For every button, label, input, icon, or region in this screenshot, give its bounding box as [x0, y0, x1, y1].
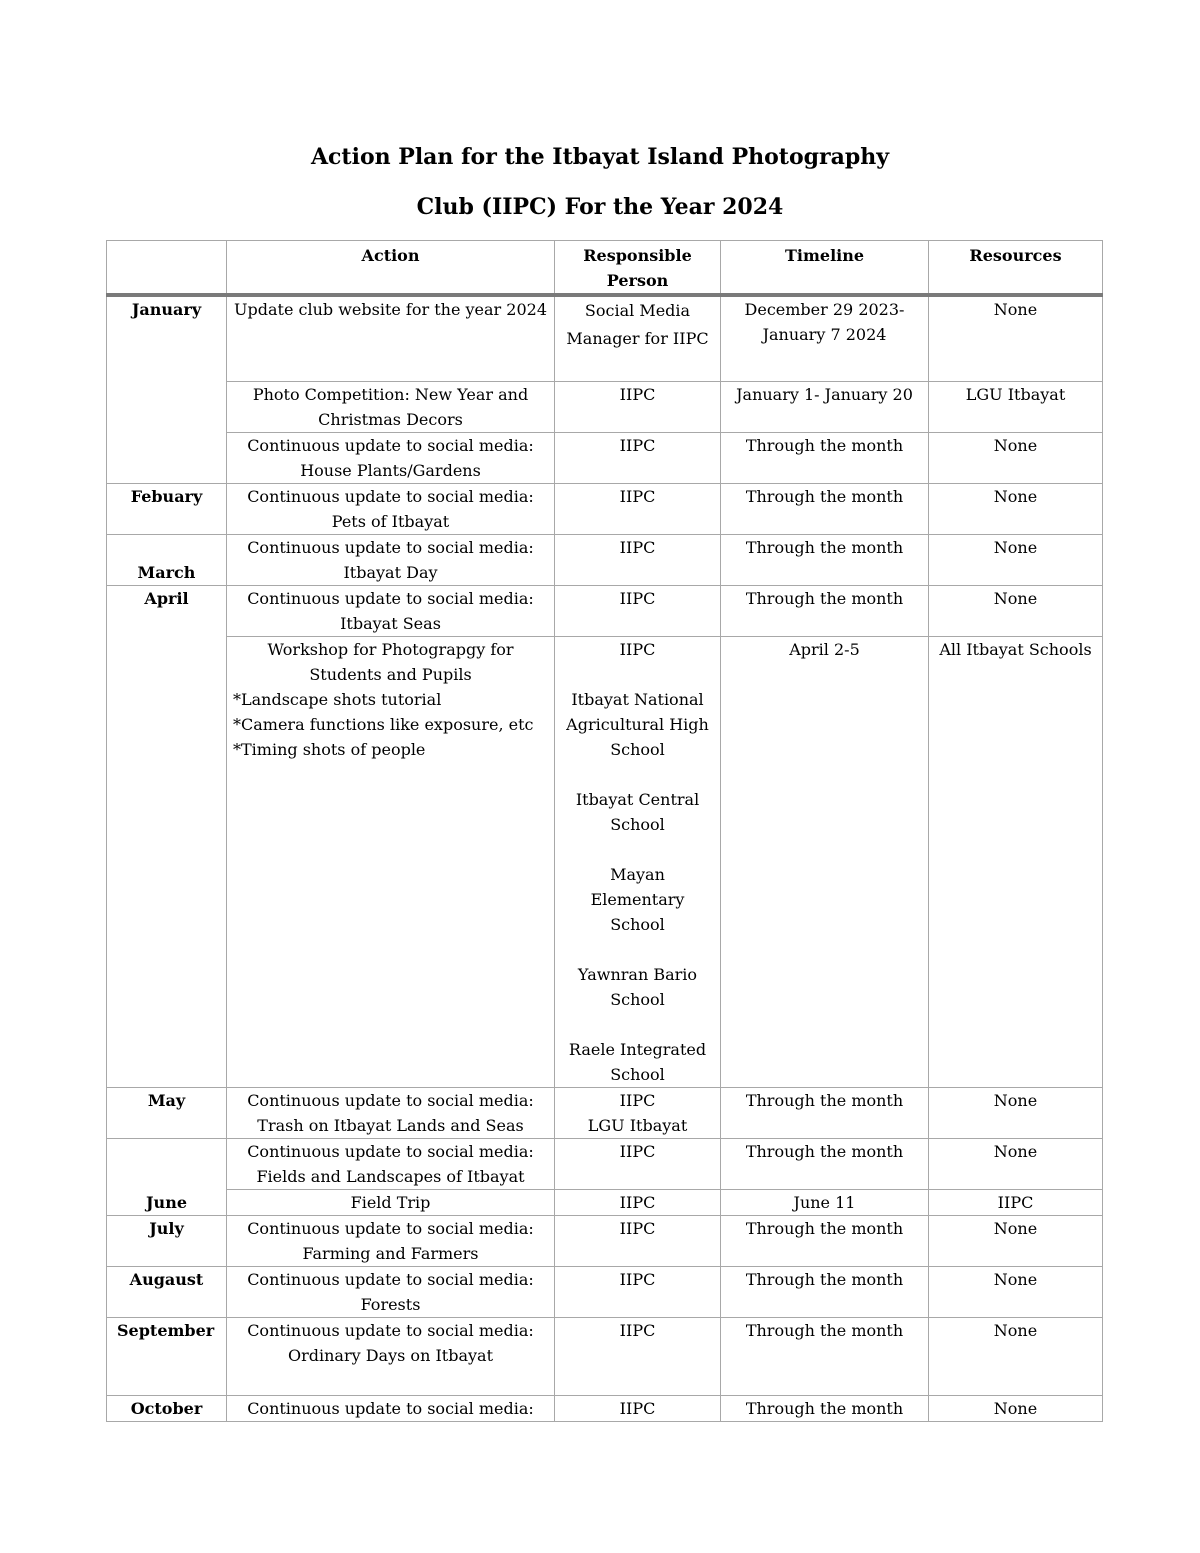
resources-cell: None [929, 432, 1103, 483]
timeline-cell: Through the month [721, 1087, 929, 1138]
header-responsible: Responsible Person [555, 241, 721, 296]
action-cell: Continuous update to social media: Farming and Farmers [227, 1215, 555, 1266]
responsible-cell: IIPC [555, 534, 721, 585]
timeline-cell: Through the month [721, 1395, 929, 1421]
month-cell: January [107, 295, 227, 483]
month-cell: September [107, 1317, 227, 1395]
responsible-entry: Itbayat Central School [575, 789, 700, 834]
table-row [107, 381, 1103, 432]
action-cell: Continuous update to social media: House Plants/Gardens [227, 432, 555, 483]
responsible-entry: Itbayat National Agricultural High School [566, 689, 709, 759]
responsible-cell: IIPC [555, 1138, 721, 1189]
resources-cell: None [929, 1215, 1103, 1266]
action-cell: Continuous update to social media: Itbayat Day [227, 534, 555, 585]
timeline-cell: Through the month [721, 432, 929, 483]
responsible-cell: IIPC [555, 432, 721, 483]
resources-cell: None [929, 1087, 1103, 1138]
month-cell: Augaust [107, 1266, 227, 1317]
resources-cell: None [929, 1317, 1103, 1395]
responsible-cell [555, 1087, 721, 1138]
timeline-cell: Through the month [721, 1215, 929, 1266]
action-cell: Photo Competition: New Year and Christmas Decors [227, 381, 555, 432]
responsible-cell: IIPC [555, 1266, 721, 1317]
header-action: Action [227, 241, 555, 296]
responsible-cell: IIPC [555, 585, 721, 636]
month-cell: April [107, 585, 227, 1087]
month-cell: May [107, 1087, 227, 1138]
resources-cell: None [929, 1395, 1103, 1421]
resources-cell: All Itbayat Schools [929, 636, 1103, 1087]
header-month [107, 241, 227, 296]
responsible-entry: Raele Integrated School [568, 1039, 707, 1084]
table-row [107, 534, 1103, 585]
table-row [107, 1215, 1103, 1266]
month-cell: June [107, 1138, 227, 1215]
timeline-cell: Through the month [721, 1138, 929, 1189]
table-row [107, 636, 1103, 1087]
table-row [107, 1138, 1103, 1189]
table-header-row [107, 241, 1103, 296]
table-row [107, 1266, 1103, 1317]
responsible-entry: IIPC [619, 1090, 656, 1110]
header-resources: Resources [929, 241, 1103, 296]
resources-cell: None [929, 1138, 1103, 1189]
workshop-item: *Landscape shots tutorial [233, 689, 442, 709]
resources-cell: None [929, 585, 1103, 636]
action-plan-table [106, 240, 1103, 1422]
responsible-cell: IIPC [555, 381, 721, 432]
month-cell: March [107, 534, 227, 585]
header-timeline: Timeline [721, 241, 929, 296]
responsible-cell [555, 636, 721, 1087]
resources-cell: None [929, 534, 1103, 585]
table-row [107, 432, 1103, 483]
workshop-item: *Timing shots of people [233, 739, 426, 759]
timeline-cell: Through the month [721, 534, 929, 585]
resources-cell: None [929, 295, 1103, 381]
table-row [107, 1087, 1103, 1138]
action-cell: Continuous update to social media: Fields and Landscapes of Itbayat [227, 1138, 555, 1189]
timeline-cell: June 11 [721, 1189, 929, 1215]
action-cell: Continuous update to social media: Forests [227, 1266, 555, 1317]
responsible-cell: Social Media Manager for IIPC [555, 295, 721, 381]
month-cell: October [107, 1395, 227, 1421]
responsible-entry: Mayan Elementary School [590, 864, 685, 934]
responsible-entry: LGU Itbayat [587, 1115, 688, 1135]
table-row [107, 585, 1103, 636]
timeline-cell: December 29 2023- January 7 2024 [721, 295, 929, 381]
table-row [107, 295, 1103, 381]
action-cell: Continuous update to social media: Itbayat Seas [227, 585, 555, 636]
timeline-cell: Through the month [721, 483, 929, 534]
action-cell: Continuous update to social media: [227, 1395, 555, 1421]
action-cell: Field Trip [227, 1189, 555, 1215]
responsible-entry: IIPC [619, 639, 656, 659]
resources-cell: IIPC [929, 1189, 1103, 1215]
timeline-cell: April 2-5 [721, 636, 929, 1087]
action-cell: Continuous update to social media: Ordinary Days on Itbayat [227, 1317, 555, 1395]
month-cell: Febuary [107, 483, 227, 534]
responsible-cell: IIPC [555, 1189, 721, 1215]
document-title-line-2: Club (IIPC) For the Year 2024 [416, 194, 784, 220]
action-cell [227, 636, 555, 1087]
responsible-cell: IIPC [555, 1215, 721, 1266]
workshop-title: Workshop for Photograpgy for Students and Pupils [267, 639, 514, 684]
table-row [107, 1395, 1103, 1421]
resources-cell: None [929, 483, 1103, 534]
table-row [107, 483, 1103, 534]
month-cell: July [107, 1215, 227, 1266]
action-cell: Continuous update to social media: Trash on Itbayat Lands and Seas [227, 1087, 555, 1138]
responsible-entry: Yawnran Bario School [577, 964, 698, 1009]
action-cell: Update club website for the year 2024 [227, 295, 555, 381]
timeline-cell: January 1- January 20 [721, 381, 929, 432]
table-row [107, 1317, 1103, 1395]
resources-cell: None [929, 1266, 1103, 1317]
responsible-cell: IIPC [555, 483, 721, 534]
workshop-item: *Camera functions like exposure, etc [233, 714, 534, 734]
timeline-cell: Through the month [721, 585, 929, 636]
timeline-cell: Through the month [721, 1317, 929, 1395]
table-row [107, 1189, 1103, 1215]
responsible-cell: IIPC [555, 1317, 721, 1395]
resources-cell: LGU Itbayat [929, 381, 1103, 432]
timeline-cell: Through the month [721, 1266, 929, 1317]
action-cell: Continuous update to social media: Pets of Itbayat [227, 483, 555, 534]
responsible-cell: IIPC [555, 1395, 721, 1421]
document-title-line-1: Action Plan for the Itbayat Island Photography [310, 144, 890, 170]
